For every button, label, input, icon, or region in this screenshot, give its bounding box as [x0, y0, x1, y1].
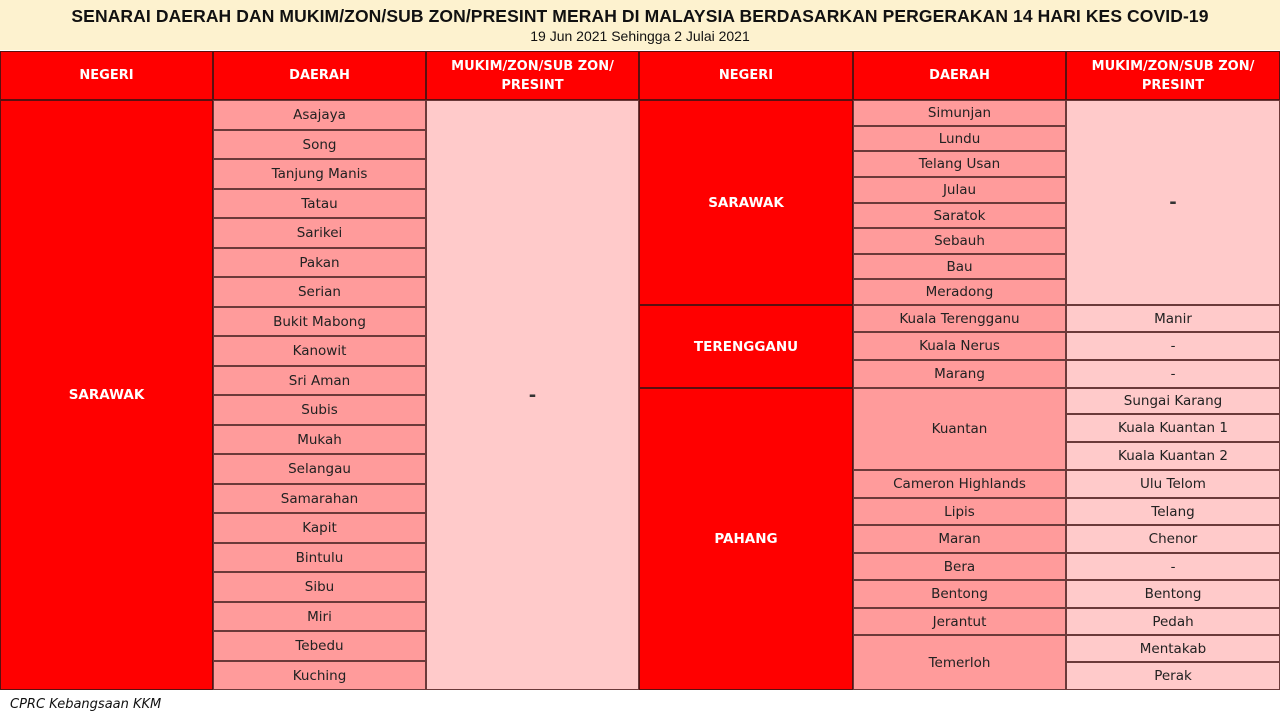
daerah-cell: Kuala Nerus	[853, 332, 1066, 360]
daerah-cell: Telang Usan	[853, 151, 1066, 177]
page-title: SENARAI DAERAH DAN MUKIM/ZON/SUB ZON/PRESINT MERAH DI MALAYSIA BERDASARKAN PERGERAKAN 14 HARI KES COVID-19	[71, 6, 1209, 26]
daerah-cell: Lundu	[853, 126, 1066, 151]
daerah-cell: Lipis	[853, 498, 1066, 525]
daerah-cell: Tebedu	[213, 631, 426, 661]
mukim-cell: -	[1066, 360, 1280, 388]
daerah-cell: Mukah	[213, 425, 426, 454]
daerah-cell: Meradong	[853, 279, 1066, 305]
mukim-cell: Kuala Kuantan 2	[1066, 442, 1280, 470]
daerah-cell: Marang	[853, 360, 1066, 388]
daerah-cell: Samarahan	[213, 484, 426, 513]
col-header-daerah-right: DAERAH	[853, 51, 1066, 100]
col-header-daerah-left: DAERAH	[213, 51, 426, 100]
daerah-cell: Kanowit	[213, 336, 426, 366]
daerah-cell: Sarikei	[213, 218, 426, 248]
daerah-cell: Serian	[213, 277, 426, 307]
daerah-cell: Subis	[213, 395, 426, 425]
negeri-cell: SARAWAK	[0, 100, 213, 690]
daerah-cell: Maran	[853, 525, 1066, 553]
daerah-cell: Bukit Mabong	[213, 307, 426, 336]
footer-source-note: CPRC Kebangsaan KKM	[10, 697, 162, 712]
daerah-cell: Cameron Highlands	[853, 470, 1066, 498]
daerah-cell: Asajaya	[213, 100, 426, 130]
daerah-cell: Bau	[853, 254, 1066, 279]
daerah-cell: Kuala Terengganu	[853, 305, 1066, 332]
mukim-cell: Kuala Kuantan 1	[1066, 414, 1280, 442]
mukim-cell: -	[426, 100, 639, 690]
mukim-cell: Telang	[1066, 498, 1280, 525]
col-header-mukim-left: MUKIM/ZON/SUB ZON/ PRESINT	[426, 51, 639, 100]
daerah-cell: Tanjung Manis	[213, 159, 426, 189]
mukim-cell: -	[1066, 100, 1280, 305]
daerah-cell: Kapit	[213, 513, 426, 543]
mukim-cell: Mentakab	[1066, 635, 1280, 662]
daerah-cell: Kuching	[213, 661, 426, 690]
mukim-cell: Chenor	[1066, 525, 1280, 553]
daerah-cell: Julau	[853, 177, 1066, 203]
daerah-cell: Sebauh	[853, 228, 1066, 254]
page-subtitle: 19 Jun 2021 Sehingga 2 Julai 2021	[530, 28, 750, 44]
daerah-cell: Tatau	[213, 189, 426, 218]
negeri-cell: PAHANG	[639, 388, 853, 690]
daerah-cell: Selangau	[213, 454, 426, 484]
mukim-cell: Ulu Telom	[1066, 470, 1280, 498]
daerah-cell: Simunjan	[853, 100, 1066, 126]
col-header-negeri-right: NEGERI	[639, 51, 853, 100]
daerah-cell: Saratok	[853, 203, 1066, 228]
daerah-cell: Bentong	[853, 580, 1066, 608]
negeri-cell: SARAWAK	[639, 100, 853, 305]
mukim-cell: Bentong	[1066, 580, 1280, 608]
daerah-cell: Song	[213, 130, 426, 159]
mukim-cell: Manir	[1066, 305, 1280, 332]
daerah-cell: Bera	[853, 553, 1066, 580]
mukim-cell: Pedah	[1066, 608, 1280, 635]
daerah-cell: Temerloh	[853, 635, 1066, 690]
daerah-cell: Bintulu	[213, 543, 426, 572]
col-header-mukim-right: MUKIM/ZON/SUB ZON/ PRESINT	[1066, 51, 1280, 100]
daerah-cell: Pakan	[213, 248, 426, 277]
col-header-negeri-left: NEGERI	[0, 51, 213, 100]
mukim-cell: -	[1066, 332, 1280, 360]
daerah-cell: Sri Aman	[213, 366, 426, 395]
daerah-cell: Miri	[213, 602, 426, 631]
daerah-cell: Jerantut	[853, 608, 1066, 635]
mukim-cell: Sungai Karang	[1066, 388, 1280, 414]
mukim-cell: Perak	[1066, 662, 1280, 690]
mukim-cell: -	[1066, 553, 1280, 580]
negeri-cell: TERENGGANU	[639, 305, 853, 388]
daerah-cell: Kuantan	[853, 388, 1066, 470]
daerah-cell: Sibu	[213, 572, 426, 602]
